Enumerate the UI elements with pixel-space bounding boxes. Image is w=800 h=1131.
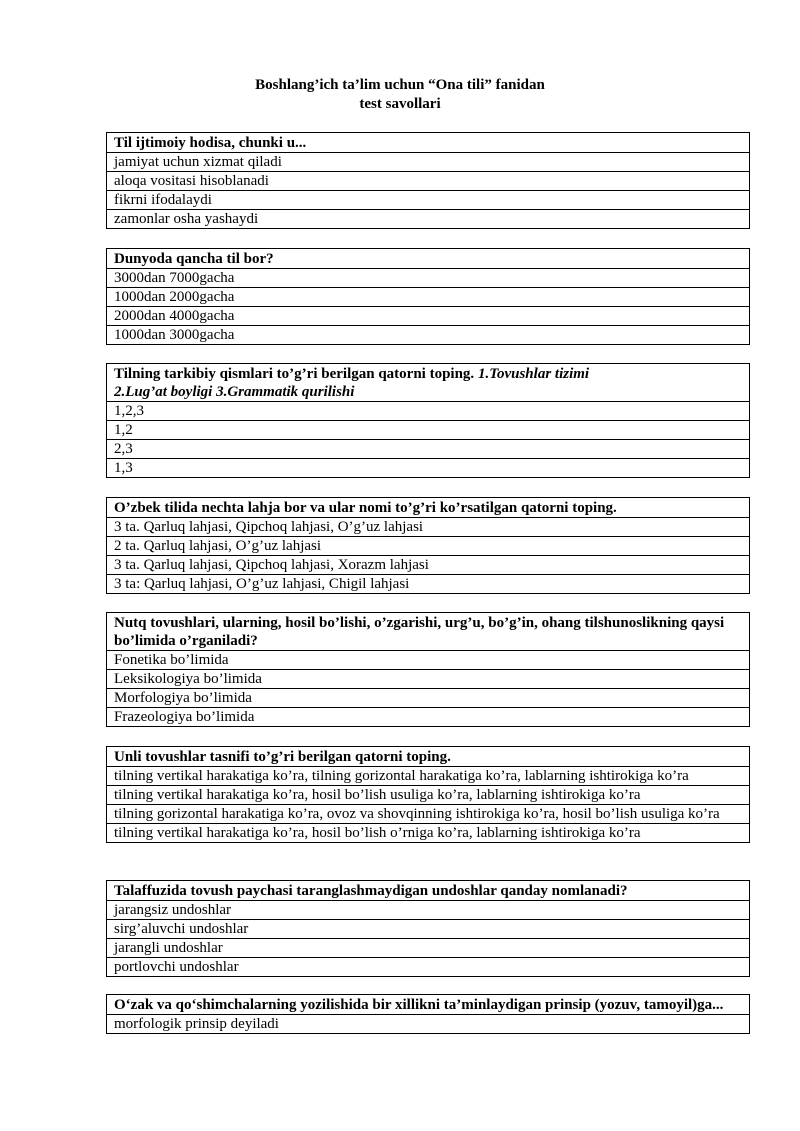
answer-option: 1000dan 3000gacha [107,326,750,345]
answer-option: 2000dan 4000gacha [107,307,750,326]
question-text: Dunyoda qancha til bor? [107,249,750,269]
answer-option: 1000dan 2000gacha [107,288,750,307]
question-text: Til ijtimoiy hodisa, chunki u... [107,133,750,153]
answer-option: morfologik prinsip deyiladi [107,1015,750,1034]
question-block-4 [106,497,750,594]
answer-option: 2 ta. Qarluq lahjasi, O’g’uz lahjasi [107,537,750,556]
answer-option: jarangsiz undoshlar [107,901,750,920]
answer-option: portlovchi undoshlar [107,958,750,977]
answer-option: Fonetika bo’limida [107,651,750,670]
question-text: O‘zak va qo‘shimchalarning yozilishida bir xillikni ta’minlaydigan prinsip (yozuv, tamoyil)ga... [107,995,750,1015]
answer-option: tilning gorizontal harakatiga ko’ra, ovoz va shovqinning ishtirokiga ko’ra, hosil bo’lish usuliga ko’ra [107,805,750,824]
question-block-5 [106,612,750,727]
answer-option: tilning vertikal harakatiga ko’ra, hosil bo’lish o’rniga ko’ra, lablarning ishtirokiga ko’ra [107,824,750,843]
answer-option: 2,3 [107,440,750,459]
answer-option: 1,2,3 [107,402,750,421]
answer-option: sirg’aluvchi undoshlar [107,920,750,939]
question-block-8 [106,994,750,1034]
question-block-2 [106,248,750,345]
question-block-6 [106,746,750,843]
question-text [107,364,750,402]
answer-option: Morfologiya bo’limida [107,689,750,708]
question-italic-part-1: 1.Tovushlar tizimi [477,366,590,382]
question-text: Talaffuzida tovush paychasi taranglashmaydigan undoshlar qanday nomlanadi? [107,881,750,901]
answer-option: jamiyat uchun xizmat qiladi [107,153,750,172]
document-title [0,76,800,114]
answer-option: tilning vertikal harakatiga ko’ra, hosil bo’lish usuliga ko’ra, lablarning ishtirokiga ko’ra [107,786,750,805]
question-block-3 [106,363,750,478]
answer-option: aloqa vositasi hisoblanadi [107,172,750,191]
title-line-1: Boshlang’ich ta’lim uchun “Ona tili” fanidan [255,77,545,93]
answer-option: fikrni ifodalaydi [107,191,750,210]
question-main: Tilning tarkibiy qismlari to’g’ri berilgan qatorni toping. [114,366,475,382]
answer-option: 3000dan 7000gacha [107,269,750,288]
answer-option: Leksikologiya bo’limida [107,670,750,689]
answer-option: tilning vertikal harakatiga ko’ra, tilning gorizontal harakatiga ko’ra, lablarning ishtirokiga ko’ra [107,767,750,786]
question-italic-part-2: 2.Lug’at boyligi 3.Grammatik qurilishi [114,384,355,400]
answer-option: 1,3 [107,459,750,478]
answer-option: 3 ta. Qarluq lahjasi, Qipchoq lahjasi, O’g’uz lahjasi [107,518,750,537]
answer-option: 3 ta. Qarluq lahjasi, Qipchoq lahjasi, Xorazm lahjasi [107,556,750,575]
answer-option: 1,2 [107,421,750,440]
answer-option: 3 ta: Qarluq lahjasi, O’g’uz lahjasi, Chigil lahjasi [107,575,750,594]
answer-option: Frazeologiya bo’limida [107,708,750,727]
question-text: Nutq tovushlari, ularning, hosil bo’lishi, o’zgarishi, urg’u, bo’g’in, ohang tilshunoslikning qaysi bo’limida o’rganiladi? [107,613,750,651]
question-block-7 [106,880,750,977]
answer-option: jarangli undoshlar [107,939,750,958]
answer-option: zamonlar osha yashaydi [107,210,750,229]
question-text: O’zbek tilida nechta lahja bor va ular nomi to’g’ri ko’rsatilgan qatorni toping. [107,498,750,518]
question-text: Unli tovushlar tasnifi to’g’ri berilgan qatorni toping. [107,747,750,767]
question-block-1 [106,132,750,229]
title-line-2: test savollari [359,96,441,112]
